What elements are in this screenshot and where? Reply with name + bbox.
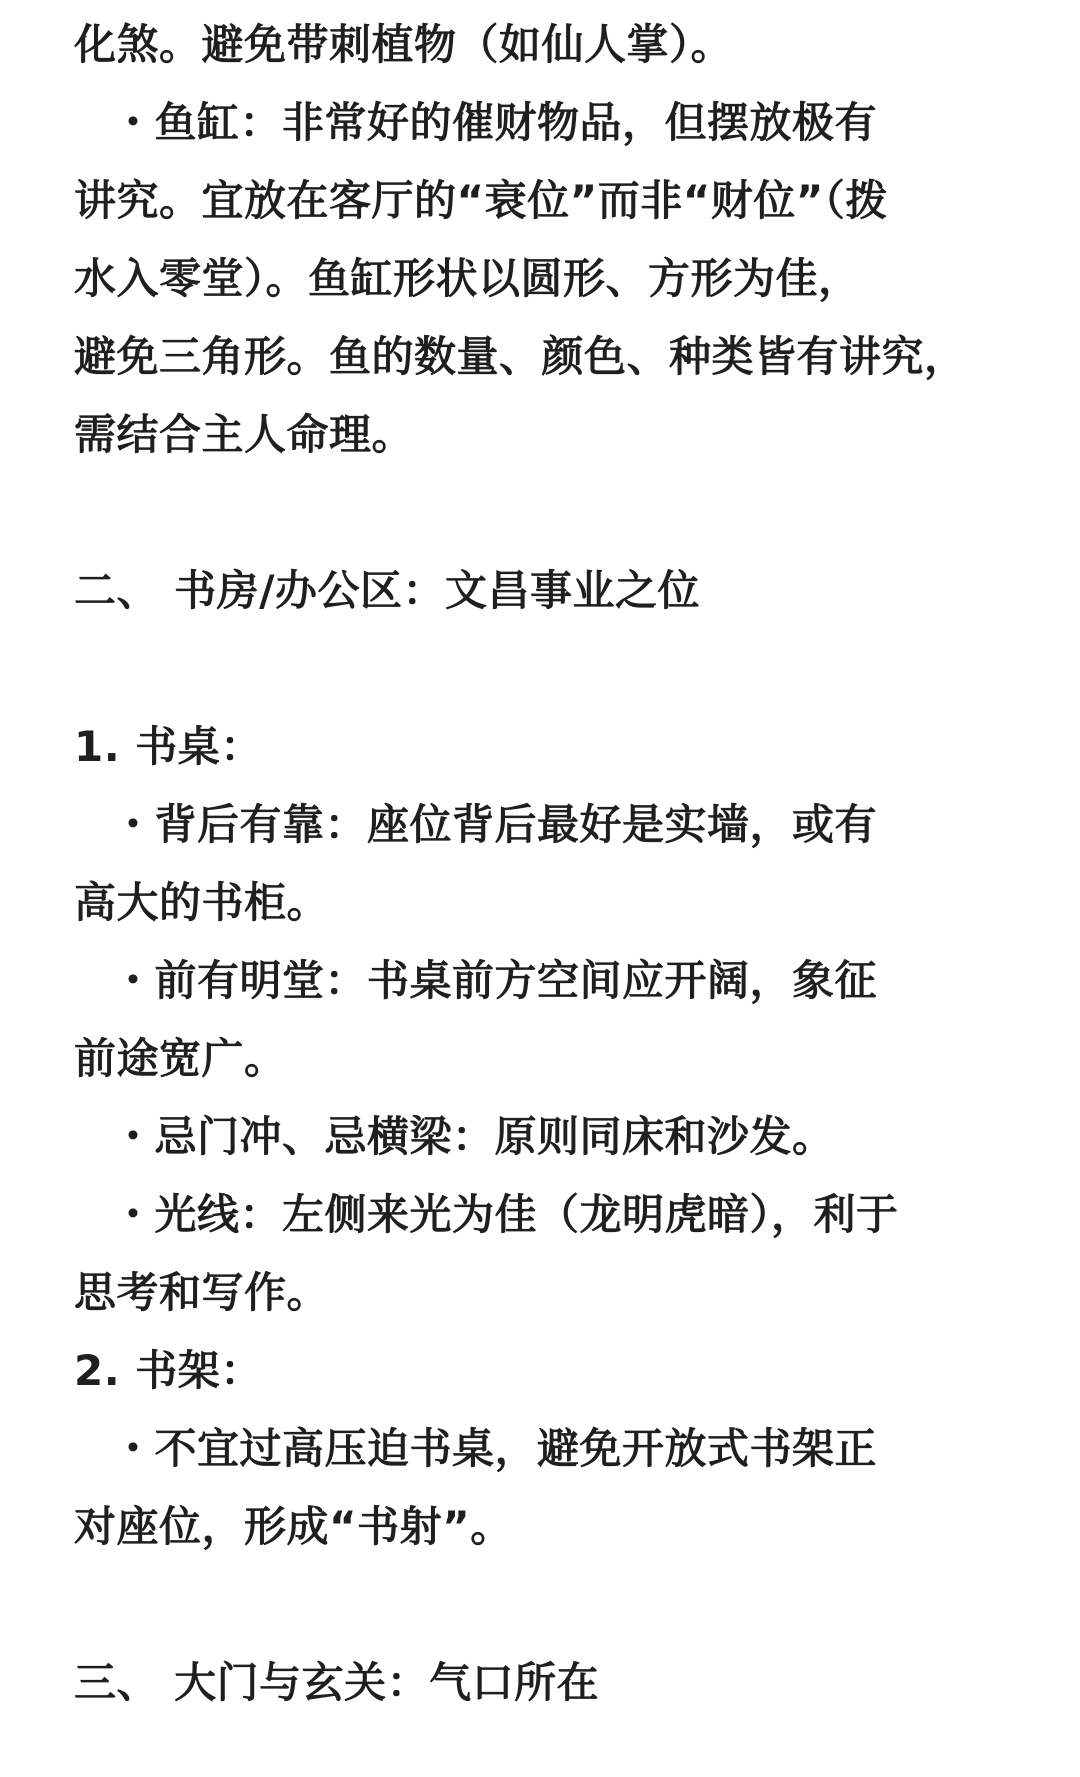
spacer <box>74 474 1014 552</box>
bullet-back-support: ・背后有靠：座位背后最好是实墙，或有 <box>112 800 878 849</box>
text-line: 需结合主人命理。 <box>74 410 415 459</box>
bullet-lighting: ・光线：左侧来光为佳（龙明虎暗），利于 <box>112 1190 899 1239</box>
text-line: 前途宽广。 <box>74 1034 287 1083</box>
bullet-bookshelf: ・不宜过高压迫书桌，避免开放式书架正 <box>112 1424 878 1473</box>
text-line: 避免三角形。鱼的数量、颜色、种类皆有讲究， <box>74 332 967 381</box>
spacer <box>74 1566 1014 1644</box>
text-line: 高大的书柜。 <box>74 878 330 927</box>
subheading-desk: 1. 书桌： <box>74 722 263 771</box>
section-heading-entrance: 三、 大门与玄关：气口所在 <box>74 1658 600 1707</box>
subheading-bookshelf: 2. 书架： <box>74 1346 263 1395</box>
bullet-open-front: ・前有明堂：书桌前方空间应开阔，象征 <box>112 956 878 1005</box>
spacer <box>74 630 1014 708</box>
text-line: 思考和写作。 <box>74 1268 330 1317</box>
bullet-fish-tank: ・鱼缸：非常好的催财物品，但摆放极有 <box>112 98 878 147</box>
text-line: 对座位，形成“书射”。 <box>74 1502 513 1551</box>
text-line: 讲究。宜放在客厅的“衰位”而非“财位”（拨 <box>74 176 888 225</box>
article-body <box>74 0 1014 1722</box>
text-line: 水入零堂）。鱼缸形状以圆形、方形为佳， <box>74 254 861 303</box>
text-line: 化煞。避免带刺植物（如仙人掌）。 <box>74 20 734 69</box>
bullet-avoid-door-beam: ・忌门冲、忌横梁：原则同床和沙发。 <box>112 1112 835 1161</box>
section-heading-study: 二、 书房/办公区：文昌事业之位 <box>74 566 700 615</box>
